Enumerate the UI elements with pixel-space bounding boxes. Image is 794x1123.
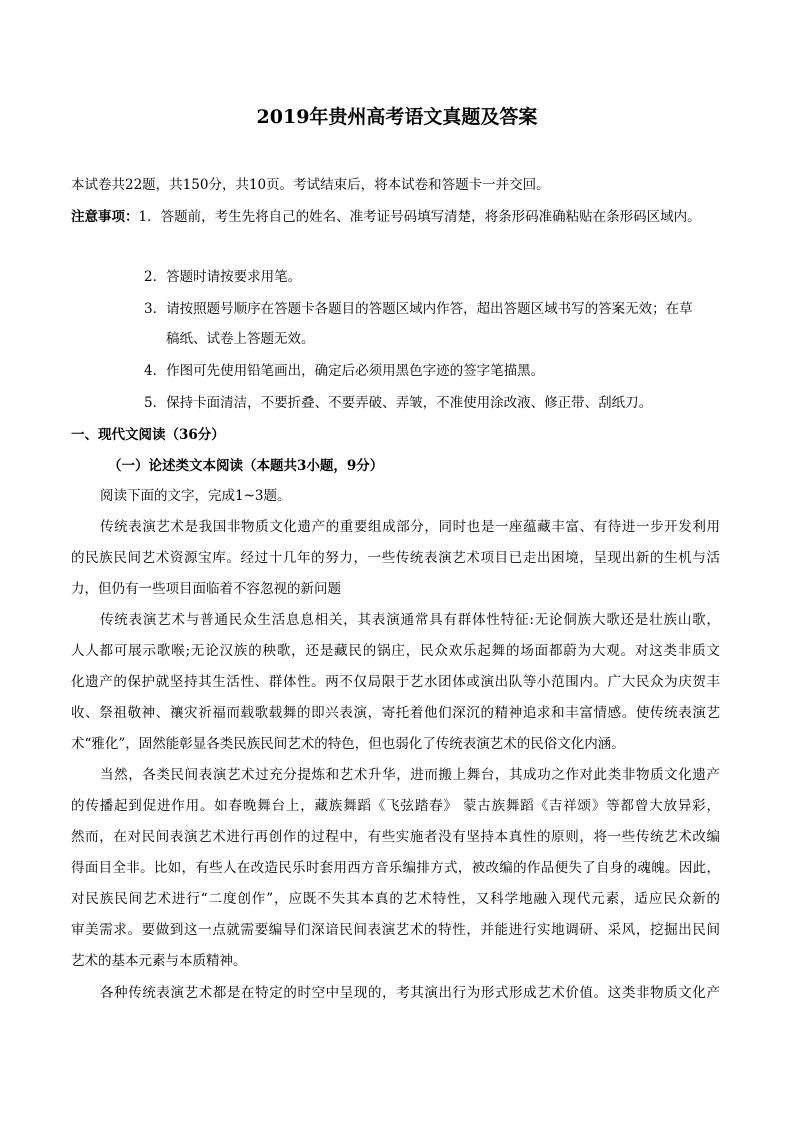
page-title: 2019年贵州高考语文真题及答案 [256,106,538,128]
body-line: 术“雅化”，固然能彰显各类民族民间艺术的特色，但也弱化了传统表演艺术的民俗文化内涵。 [71,736,625,752]
notice-item-3-line-2: 稿纸、试卷上答题无效。 [166,331,315,347]
subsection-heading-argumentative: （一）论述类文本阅读（本题共3小题，9分） [108,458,384,474]
notice-item-1: 1．答题前，考生先将自己的姓名、准考证号码填写清楚，将条形码准确粘贴在条形码区域内。 [138,209,701,225]
section-heading-modern-reading: 一、现代文阅读（36分） [71,427,225,443]
body-line: 的传播起到促进作用。如春晚舞台上，藏族舞蹈《飞弦踏春》 蒙古族舞蹈《吉祥颂》等都曾大放异彩， [71,798,720,814]
notice-item-4: 4．作图可先使用铅笔画出，确定后必须用黑色字迹的签字笔描黑。 [144,363,545,379]
body-line: 传统表演艺术与普通民众生活息息相关，其表演通常具有群体性特征:无论侗族大歌还是壮族山歌， [100,612,720,628]
notice-label: 注意事项： [71,209,139,225]
exam-intro: 本试卷共22题，共150分，共10页。考试结束后，将本试卷和答题卡一并交回。 [71,177,550,193]
body-line: 然而，在对民间表演艺术进行再创作的过程中，有些实施者没有坚持本真性的原则，将一些传统艺术改编 [71,829,720,845]
body-line: 力，但仍有一些项目面临着不容忽视的新问题 [71,581,341,597]
body-line: 收、祭祖敬神、禳灾祈福而载歌载舞的即兴表演，寄托着他们深沉的精神追求和丰富情感。使传统表演艺 [71,705,720,721]
notice-item-3-line-1: 3．请按照题号顺序在答题卡各题目的答题区域内作答，超出答题区域书写的答案无效；在草 [144,301,693,317]
body-line: 传统表演艺术是我国非物质文化遗产的重要组成部分，同时也是一座蕴藏丰富、有待进一步开发利用 [100,519,720,535]
notice-item-5: 5．保持卡面清洁，不要折叠、不要弄破、弄皱，不准使用涂改液、修正带、刮纸刀。 [144,395,653,411]
body-line: 当然，各类民间表演艺术过充分提炼和艺术升华，进而搬上舞台，其成功之作对此类非物质文化遗产 [100,767,720,783]
reading-instruction: 阅读下面的文字，完成1~3题。 [100,488,291,504]
body-line: 的民族民间艺术资源宝库。经过十几年的努力，一些传统表演艺术项目已走出困境，呈现出新的生机与活 [71,550,720,566]
notice-item-2: 2．答题时请按要求用笔。 [144,269,302,285]
notice-line-1 [71,208,701,226]
body-line: 对民族民间艺术进行“二度创作”，应既不失其本真的艺术特性，又科学地融入现代元素，适应民众新的 [71,891,720,907]
body-line: 审美需求。要做到这一点就需要编导们深谙民间表演艺术的特性，并能进行实地调研、采风，挖掘出民间 [71,922,720,938]
body-line: 各种传统表演艺术都是在特定的时空中呈现的，考其演出行为形式形成艺术价值。这类非物质文化产 [100,985,720,1001]
body-line: 艺术的基本元素与本质精神。 [71,953,247,969]
body-line: 得面目全非。比如，有些人在改造民乐时套用西方音乐编排方式，被改编的作品便失了自身的魂魄。因此， [71,860,720,876]
body-line: 化遗产的保护就坚持其生活性、群体性。两不仅局限于艺水团体或演出队等小范围内。广大民众为庆贺丰 [71,674,720,690]
body-line: 人人都可展示歌喉;无论汉族的秧歌，还是藏民的锅庄，民众欢乐起舞的场面都蔚为大观。对这类非质文 [71,643,720,659]
